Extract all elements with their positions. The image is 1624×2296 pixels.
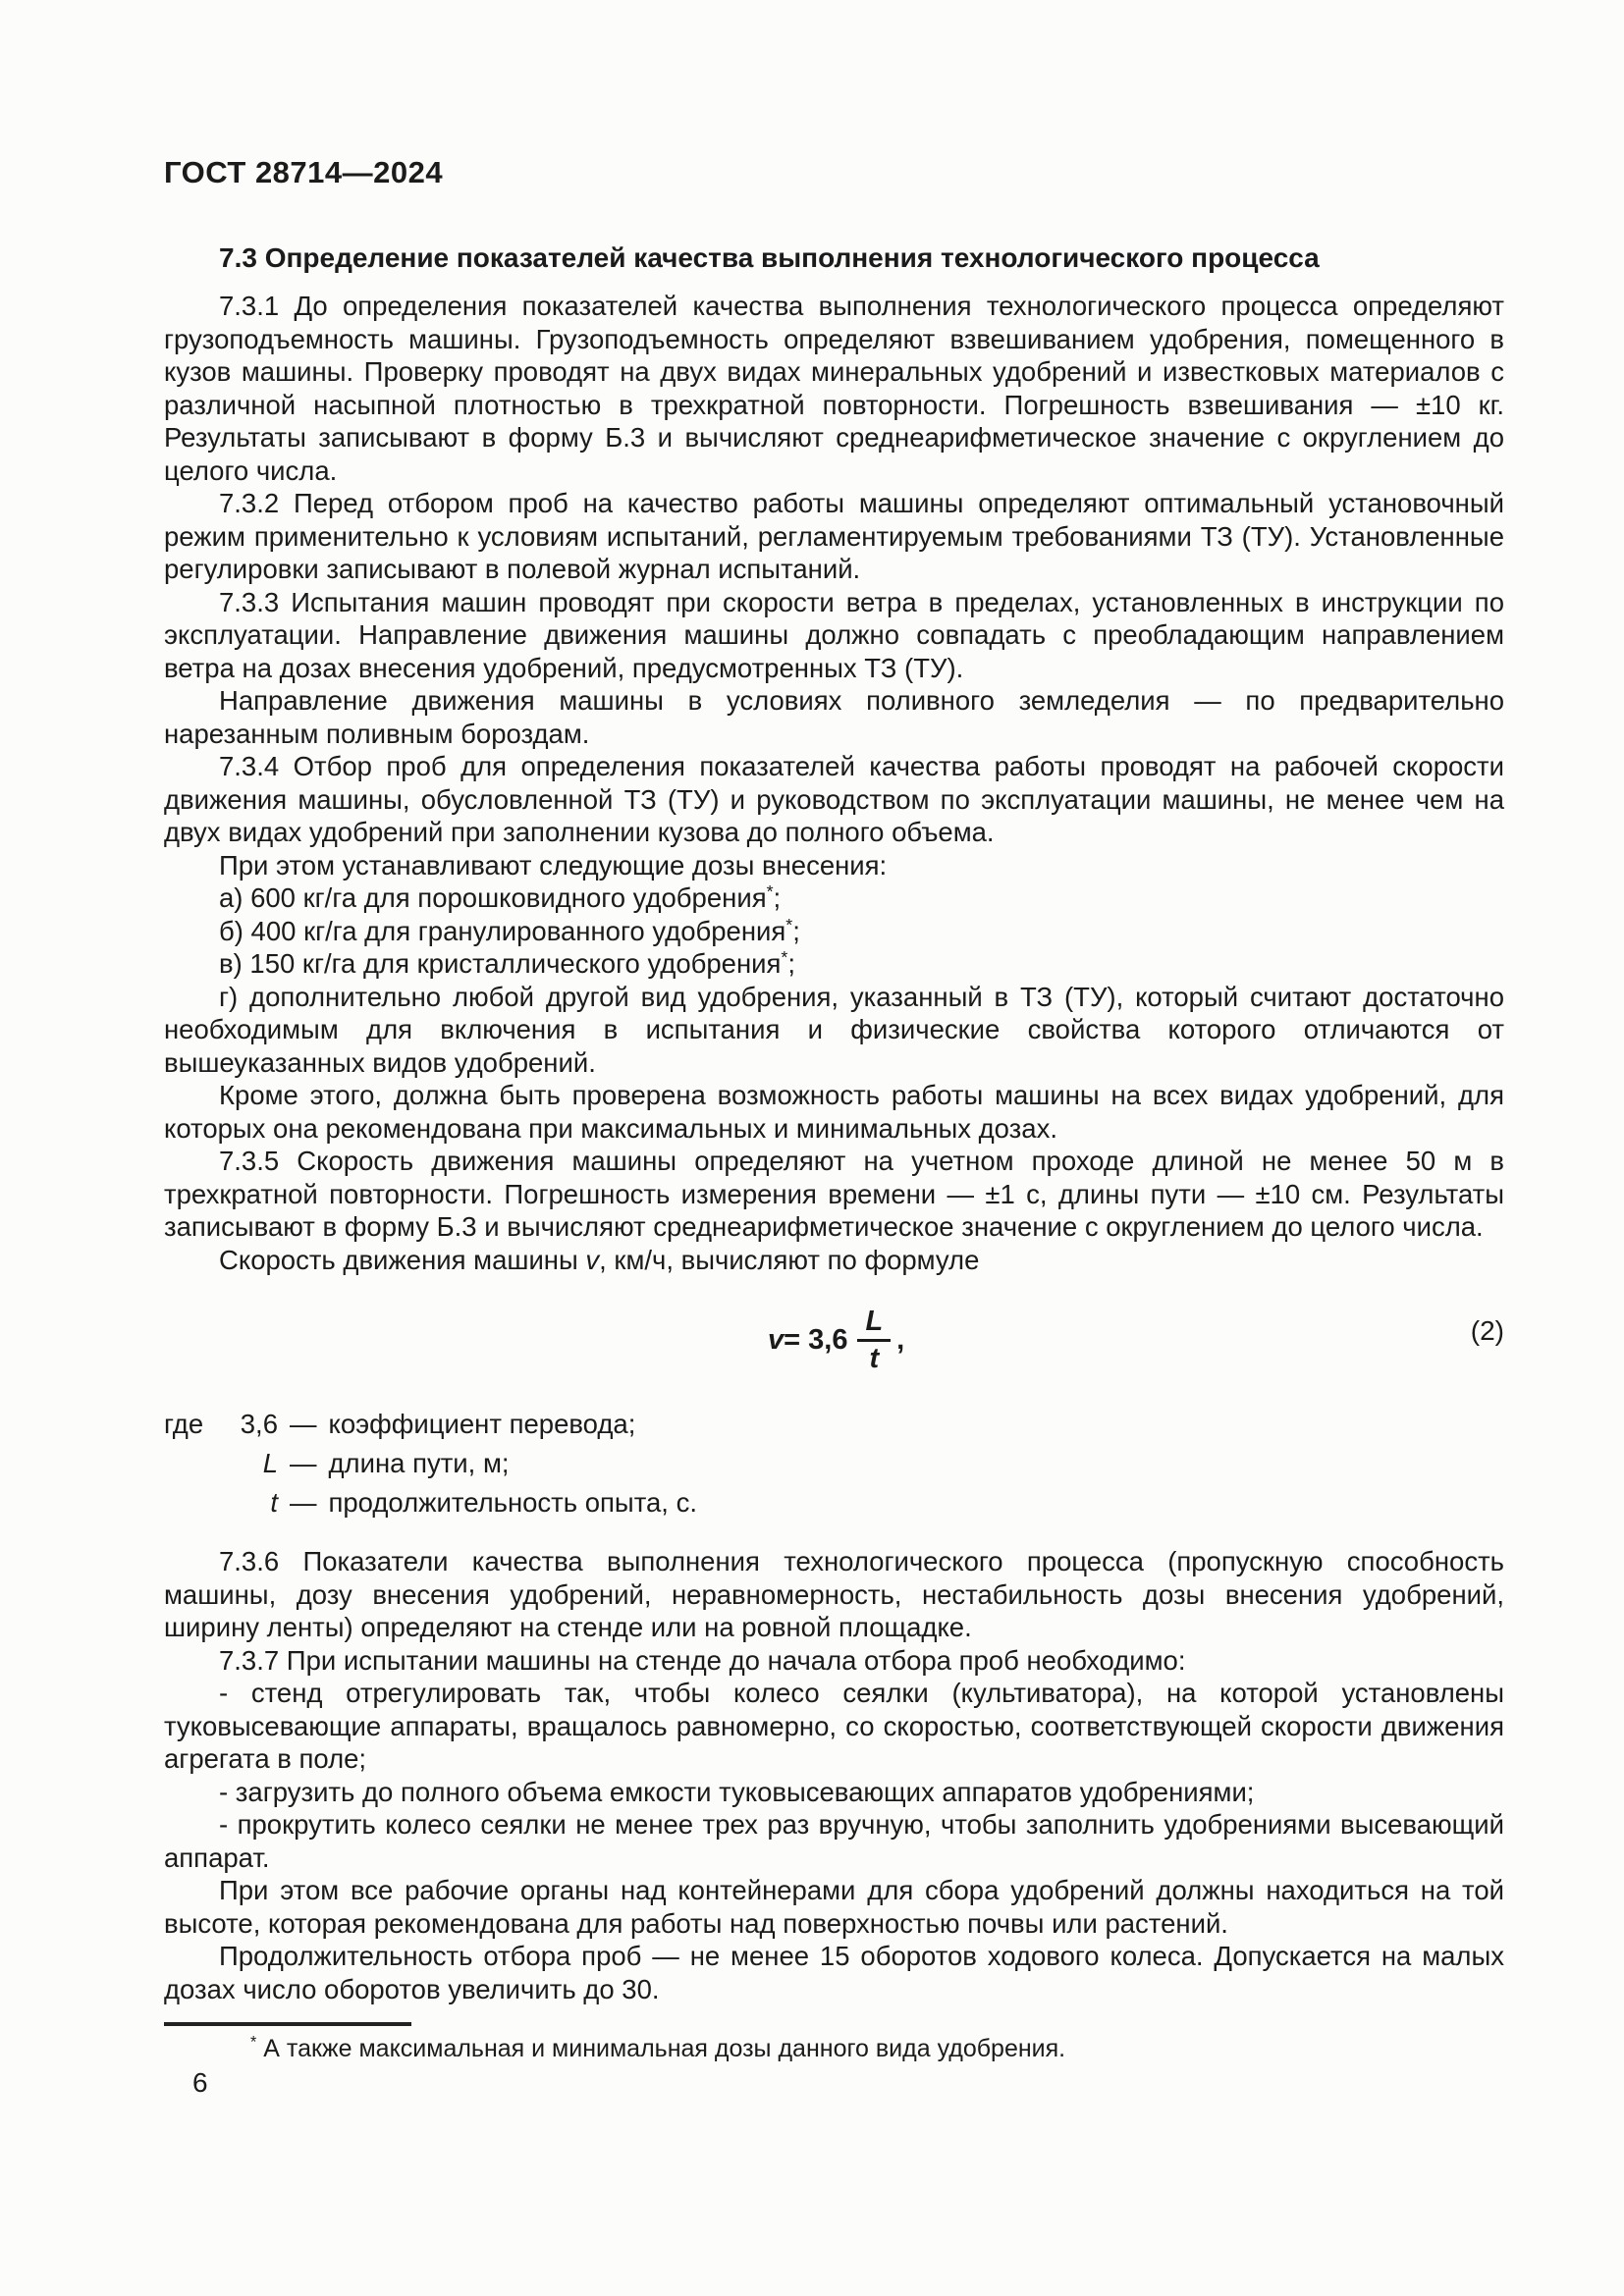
paragraph-sampling-duration: Продолжительность отбора проб — не менее 15 оборотов ходового колеса. Допускается на малых дозах число оборотов увеличить до 30. [164,1941,1504,2004]
legend-term: 3,6 [240,1409,278,1439]
legend-term: t [270,1487,278,1518]
paragraph-7-3-2: 7.3.2 Перед отбором проб на качество работы машины определяют оптимальный установочный режим применительно к условиям испытаний, регламентируемым требованиями ТЗ (ТУ). Установленные регулировки записывают в полевой журнал испытаний. [164,488,1504,584]
legend-desc: продолжительность опыта, с. [328,1487,697,1518]
legend-row-coefficient [164,1408,1504,1440]
list-item-a-tail: ; [773,882,782,913]
page-number: 6 [192,2067,208,2098]
footnote-marker: * [766,881,774,901]
paragraph-7-3-1: 7.3.1 До определения показателей качества выполнения технологического процесса определяют грузоподъемность машины. Грузоподъемность определяют взвешиванием удобрения, помещенного в кузов машины. Проверку проводят на двух видах минеральных удобрений и известковых материалов с различной насыпной плотностью в трехкратной повторности. Погрешность взвешивания — ±10 кг. Результаты записывают в форму Б.3 и вычисляют среднеарифметическое значение с округлением до целого числа. [164,291,1504,486]
legend-term: L [262,1448,278,1478]
fraction-numerator: L [857,1307,891,1341]
paragraph-7-3-7-dash-3: - прокрутить колесо сеялки не менее трех раз вручную, чтобы заполнить удобрениями высевающий аппарат. [164,1809,1504,1873]
formula-equals-coefficient: = 3,6 [784,1323,848,1356]
legend-prefix: где [164,1409,204,1439]
legend-desc: длина пути, м; [328,1448,510,1478]
equation-number: (2) [1470,1315,1504,1346]
paragraph-doses-intro: При этом устанавливают следующие дозы внесения: [219,849,888,881]
velocity-variable: v [585,1244,600,1275]
list-item-a [164,881,1504,915]
fraction-denominator: t [869,1342,880,1374]
paragraph-7-3-5: 7.3.5 Скорость движения машины определяют на учетном проходе длиной не менее 50 м в трехкратной повторности. Погрешность измерения времени — ±1 с, длины пути — ±10 см. Результаты записывают в форму Б.3 и вычисляют среднеарифметическое значение с округлением до целого числа. [164,1146,1504,1242]
footnote-text: А также максимальная и минимальная дозы данного вида удобрения. [256,2035,1066,2062]
footnote-marker: * [781,946,788,967]
footnote-marker: * [250,2033,257,2052]
formula-intro-before: Скорость движения машины [219,1244,586,1275]
formula-intro-after: , км/ч, вычисляют по формуле [599,1244,980,1275]
page-content [164,155,1504,2005]
paragraph-7-3-6: 7.3.6 Показатели качества выполнения технологического процесса (пропускную способность машины, дозу внесения удобрений, неравномерность, нестабильность дозы внесения удобрений, ширину ленты) определяют на стенде или на ровной площадке. [164,1546,1504,1642]
legend-dash: — [290,1487,317,1518]
footnote-marker: * [785,914,793,934]
legend-row-time [164,1486,1504,1519]
footnote [164,2034,1504,2063]
legend-dash: — [290,1448,317,1478]
paragraph-7-3-7-dash-2: - загрузить до полного объема емкости туковысевающих аппаратов удобрениями; [219,1776,1255,1807]
paragraph-krome: Кроме этого, должна быть проверена возможность работы машины на всех видах удобрений, для которых она рекомендована при максимальных и минимальных дозах. [164,1080,1504,1144]
list-item-b-text: б) 400 кг/га для гранулированного удобрения [219,915,786,946]
list-item-g: г) дополнительно любой другой вид удобрения, указанный в ТЗ (ТУ), который считают достаточно необходимым для включения в испытания и физические свойства которого отличаются от вышеуказанных видов удобрений. [164,981,1504,1078]
list-item-b-tail: ; [792,915,800,946]
formula-lhs: v [768,1323,785,1356]
document-number-header: ГОСТ 28714—2024 [164,155,444,189]
paragraph-7-3-4: 7.3.4 Отбор проб для определения показателей качества работы проводят на рабочей скорости движения машины, обусловленной ТЗ (ТУ) и руководством по эксплуатации машины, не менее чем на двух видах удобрений при заполнении кузова до полного объема. [164,751,1504,847]
list-item-v-text: в) 150 кг/га для кристаллического удобрения [219,948,782,979]
list-item-a-text: а) 600 кг/га для порошковидного удобрения [219,882,767,913]
paragraph-7-3-3-direction: Направление движения машины в условиях поливного земледелия — по предварительно нарезанным поливным бороздам. [164,685,1504,749]
paragraph-7-3-7-dash-1: - стенд отрегулировать так, чтобы колесо сеялки (культиватора), на которой установлены туковысевающие аппараты, вращалось равномерно, со скоростью, соответствующей скорости движения агрегата в поле; [164,1678,1504,1774]
legend-row-length [164,1447,1504,1479]
formula-legend [164,1408,1504,1519]
paragraph-7-3-3: 7.3.3 Испытания машин проводят при скорости ветра в пределах, установленных в инструкции по эксплуатации. Направление движения машины должно совпадать с преобладающим направлением ветра на дозах внесения удобрений, предусмотренных ТЗ (ТУ). [164,586,1504,683]
list-item-v [164,947,1504,981]
formula-speed [768,1298,904,1382]
formula-intro [164,1244,1504,1277]
list-item-b [164,915,1504,948]
section-heading: 7.3 Определение показателей качества выполнения технологического процесса [219,242,1320,273]
footnote-separator [164,2022,411,2026]
formula-fraction [857,1307,891,1373]
formula-block [164,1298,1504,1382]
paragraph-working-height: При этом все рабочие органы над контейнерами для сбора удобрений должны находиться на той высоте, которая рекомендована для работы над поверхностью почвы или растений. [164,1875,1504,1939]
formula-comma: , [896,1323,905,1356]
list-item-v-tail: ; [787,948,796,979]
paragraph-7-3-7: 7.3.7 При испытании машины на стенде до начала отбора проб необходимо: [219,1644,1186,1676]
legend-dash: — [290,1409,317,1439]
legend-desc: коэффициент перевода; [328,1409,636,1439]
